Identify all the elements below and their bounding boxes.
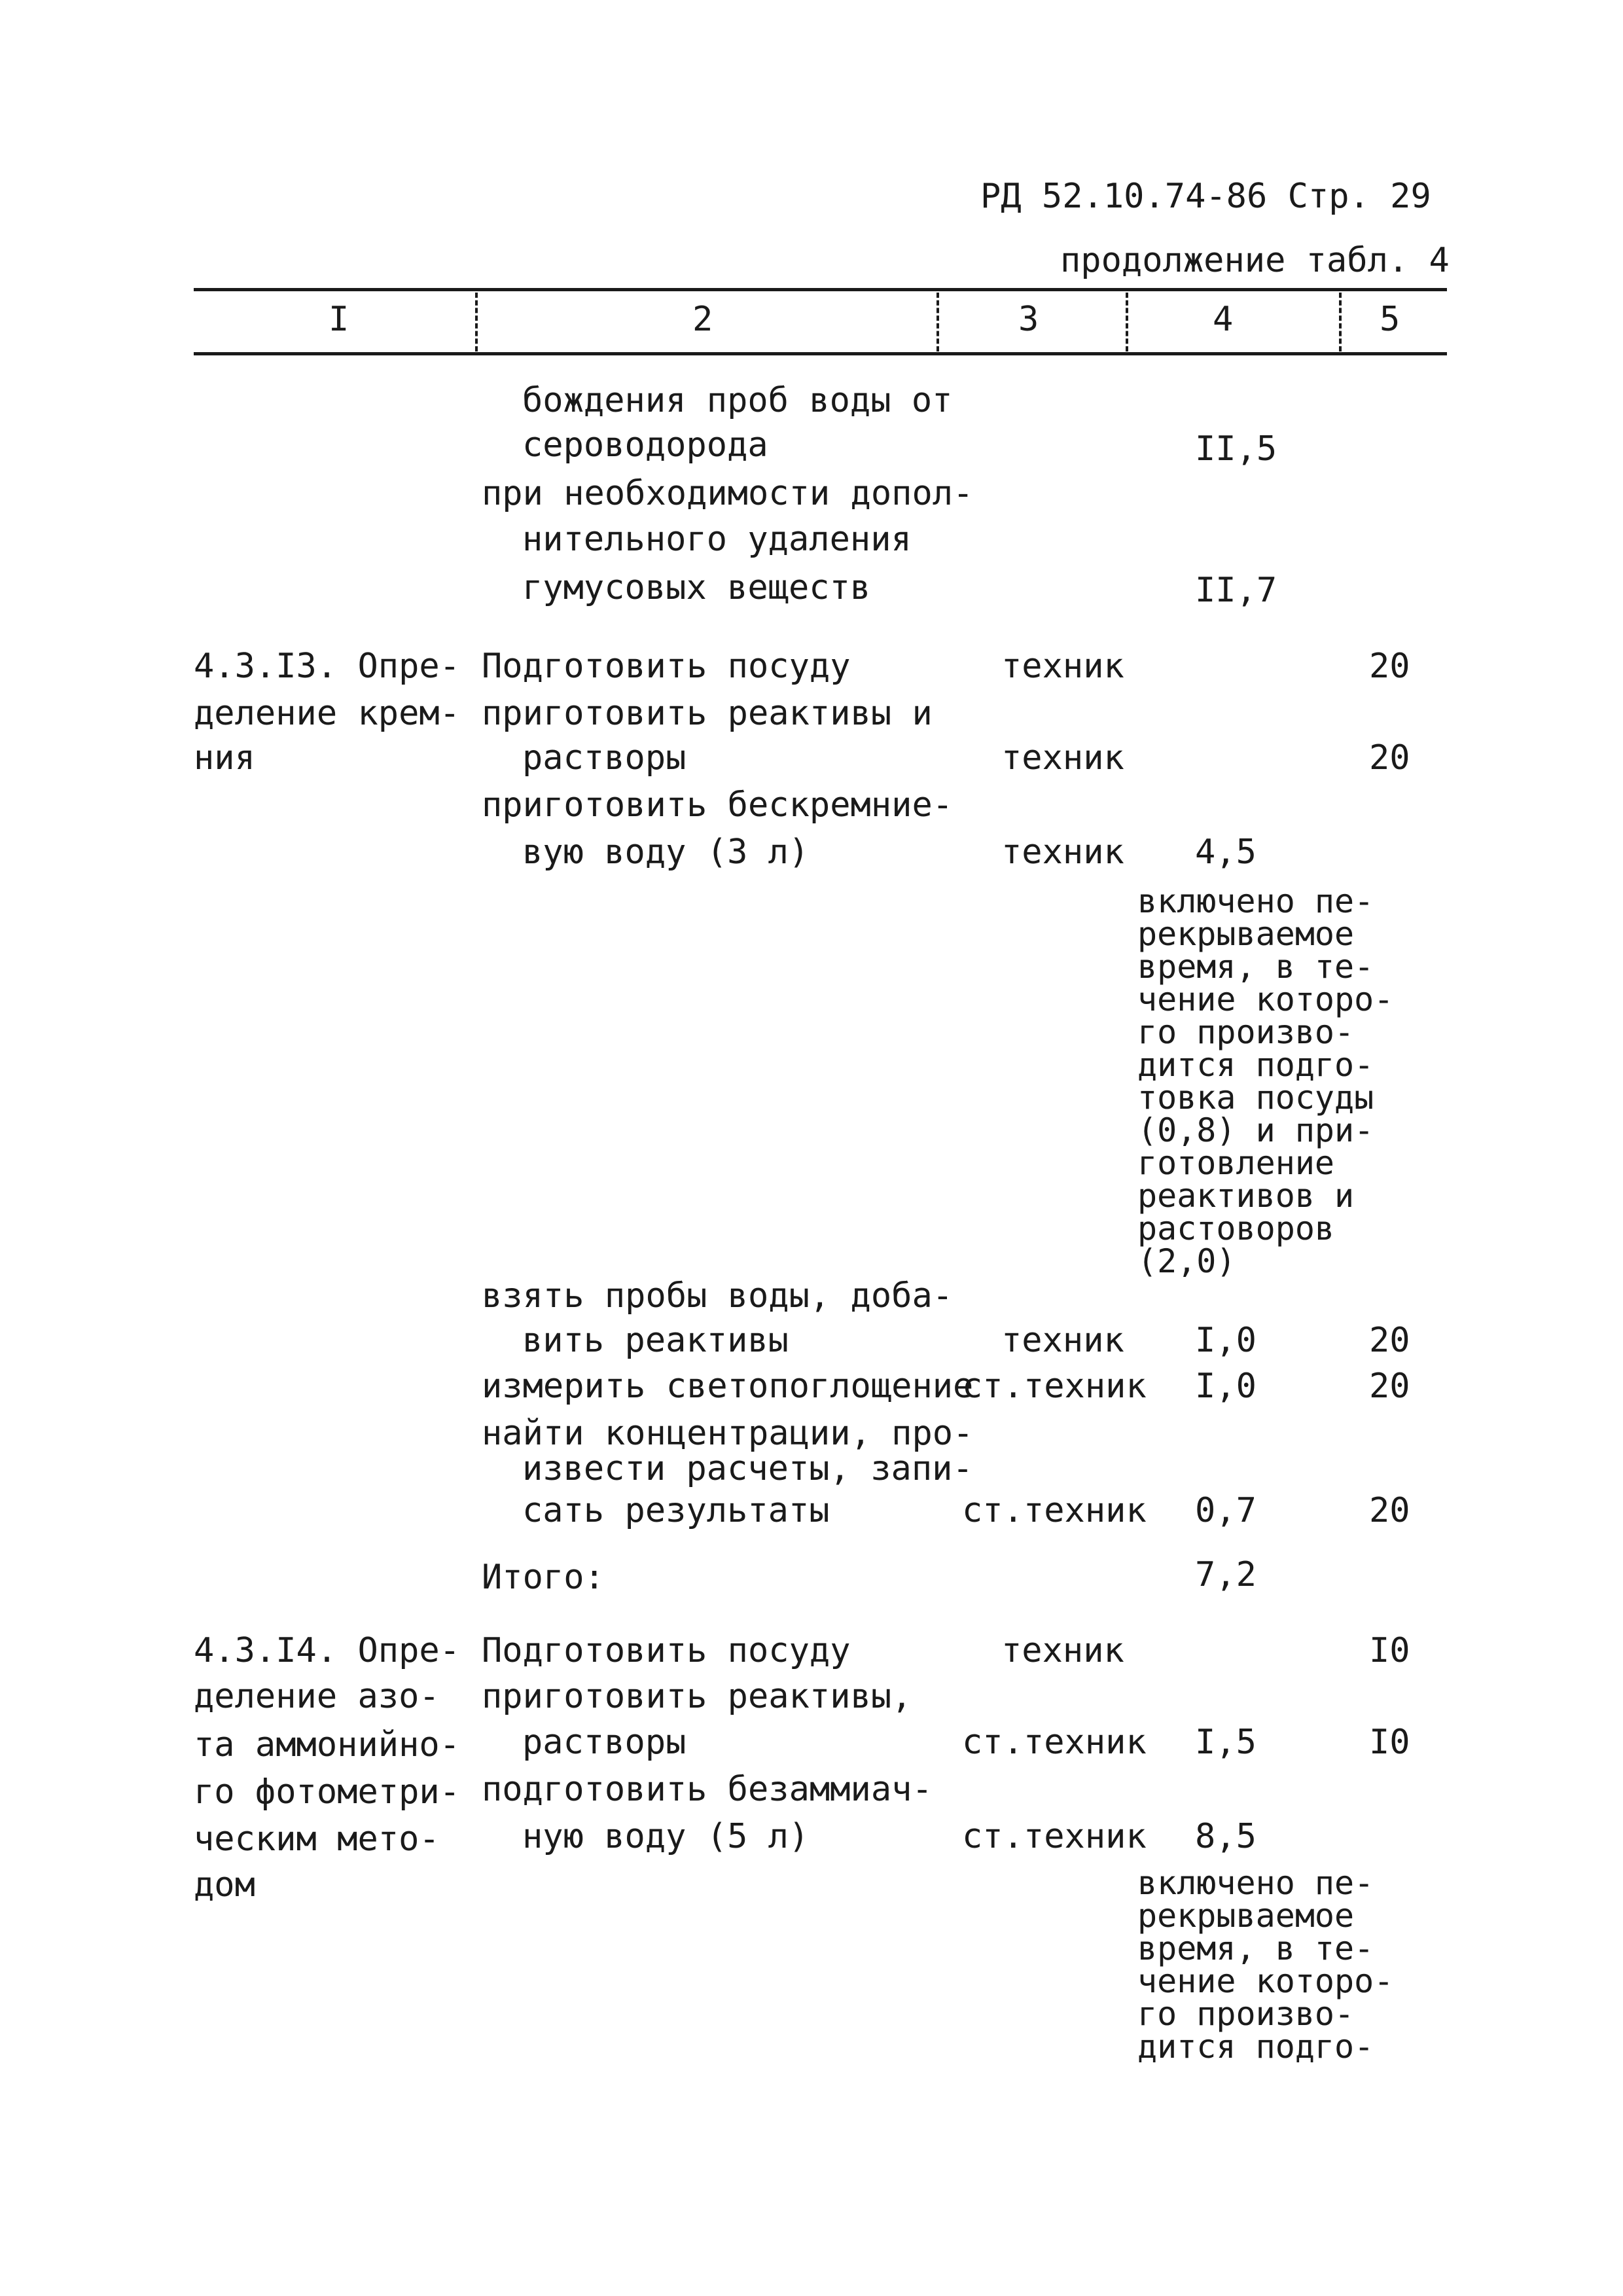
note-line: растоворов (1137, 1210, 1335, 1247)
cell-c2: извести расчеты, запи- (522, 1449, 973, 1488)
note-line: рекрываемое (1137, 915, 1355, 953)
cell-c2: Подготовить посуду (482, 1631, 851, 1670)
header-separator-4 (1339, 293, 1342, 351)
cell-c2: измерить светопоглощение (482, 1367, 974, 1406)
cell-c2: вить реактивы (522, 1321, 789, 1360)
cell-c2: приготовить бескремние- (482, 785, 954, 825)
column-header-4: 4 (1213, 300, 1234, 339)
header-separator-3 (1126, 293, 1128, 351)
cell-c3: ст.техник (962, 1367, 1147, 1406)
note-line: включено пе- (1137, 882, 1374, 920)
cell-c2: приготовить реактивы, (482, 1677, 912, 1716)
column-header-3: 3 (1018, 300, 1039, 339)
cell-c2: ную воду (5 л) (522, 1817, 810, 1856)
cell-c4: II,5 (1195, 429, 1277, 469)
cell-c2: вую воду (3 л) (522, 833, 810, 872)
cell-c4: 0,7 (1195, 1491, 1257, 1530)
note-line: реактивов и (1137, 1177, 1355, 1215)
note-line: (0,8) и при- (1137, 1111, 1374, 1149)
cell-c2: растворы (522, 738, 687, 778)
cell-c4: 8,5 (1195, 1817, 1257, 1856)
cell-c5: 20 (1369, 1321, 1410, 1360)
column-header-2: 2 (692, 300, 713, 339)
cell-c2: растворы (522, 1723, 687, 1762)
note-line: дится подго- (1137, 1046, 1374, 1084)
note-line: го произво- (1137, 1013, 1355, 1051)
cell-c3: техник (1001, 738, 1124, 778)
cell-c1: ния (194, 738, 255, 778)
cell-c2: при необходимости допол- (482, 474, 974, 513)
cell-c2: сать результаты (522, 1491, 830, 1530)
cell-c2: взять пробы воды, доба- (482, 1276, 954, 1316)
cell-c3: техник (1001, 833, 1124, 872)
cell-c5: 20 (1369, 1367, 1410, 1406)
note-line: дится подго- (1137, 2028, 1374, 2066)
cell-c1: деление азо- (194, 1677, 440, 1716)
note-line: время, в те- (1137, 1929, 1374, 1967)
cell-c2: нительного удаления (522, 520, 912, 559)
table-header-bottom-rule (194, 352, 1447, 355)
note-line: (2,0) (1137, 1242, 1236, 1280)
total-label: Итого: (482, 1558, 605, 1597)
cell-c4: II,7 (1195, 571, 1277, 610)
table-top-rule (194, 288, 1447, 291)
note-line: чение которо- (1137, 1962, 1394, 2000)
cell-c5: 20 (1369, 647, 1410, 686)
header-separator-1 (475, 293, 478, 351)
cell-c1: та аммонийно- (194, 1725, 460, 1765)
table-continuation-label: продолжение табл. 4 (1060, 241, 1450, 280)
column-header-1: I (329, 300, 349, 339)
cell-c2: сероводорода (522, 425, 768, 465)
cell-c3: техник (1001, 1631, 1124, 1670)
cell-c3: ст.техник (962, 1817, 1147, 1856)
cell-c2: гумусовых веществ (522, 568, 871, 607)
cell-c5: I0 (1369, 1631, 1410, 1670)
cell-c1: деление крем- (194, 694, 460, 733)
header-separator-2 (936, 293, 939, 351)
cell-c1: 4.3.I4. Опре- (194, 1631, 460, 1670)
note-line: готовление (1137, 1144, 1335, 1182)
cell-c2: приготовить реактивы и (482, 694, 933, 733)
cell-c5: 20 (1369, 738, 1410, 778)
cell-c3: ст.техник (962, 1723, 1147, 1762)
note-line: чение которо- (1137, 980, 1394, 1018)
cell-c3: техник (1001, 1321, 1124, 1360)
cell-c1: 4.3.I3. Опре- (194, 647, 460, 686)
cell-c1: ческим мето- (194, 1820, 440, 1859)
cell-c2: найти концентрации, про- (482, 1414, 974, 1453)
cell-c3: ст.техник (962, 1491, 1147, 1530)
cell-c2: подготовить безаммиач- (482, 1770, 933, 1809)
cell-c1: дом (194, 1865, 255, 1905)
total-value: 7,2 (1195, 1555, 1257, 1594)
note-line: товка посуды (1137, 1079, 1374, 1117)
note-line: рекрываемое (1137, 1897, 1355, 1935)
cell-c5: I0 (1369, 1723, 1410, 1762)
cell-c2: Подготовить посуду (482, 647, 851, 686)
cell-c4: I,0 (1195, 1321, 1257, 1360)
note-line: го произво- (1137, 1995, 1355, 2033)
note-line: включено пе- (1137, 1864, 1374, 1902)
column-header-5: 5 (1380, 300, 1400, 339)
cell-c4: I,5 (1195, 1723, 1257, 1762)
doc-reference: РД 52.10.74-86 Стр. 29 (980, 177, 1431, 216)
cell-c1: го фотометри- (194, 1772, 460, 1812)
cell-c3: техник (1001, 647, 1124, 686)
cell-c4: I,0 (1195, 1367, 1257, 1406)
cell-c2: бождения проб воды от (522, 381, 953, 420)
note-line: время, в те- (1137, 948, 1374, 986)
cell-c4: 4,5 (1195, 833, 1257, 872)
cell-c5: 20 (1369, 1491, 1410, 1530)
